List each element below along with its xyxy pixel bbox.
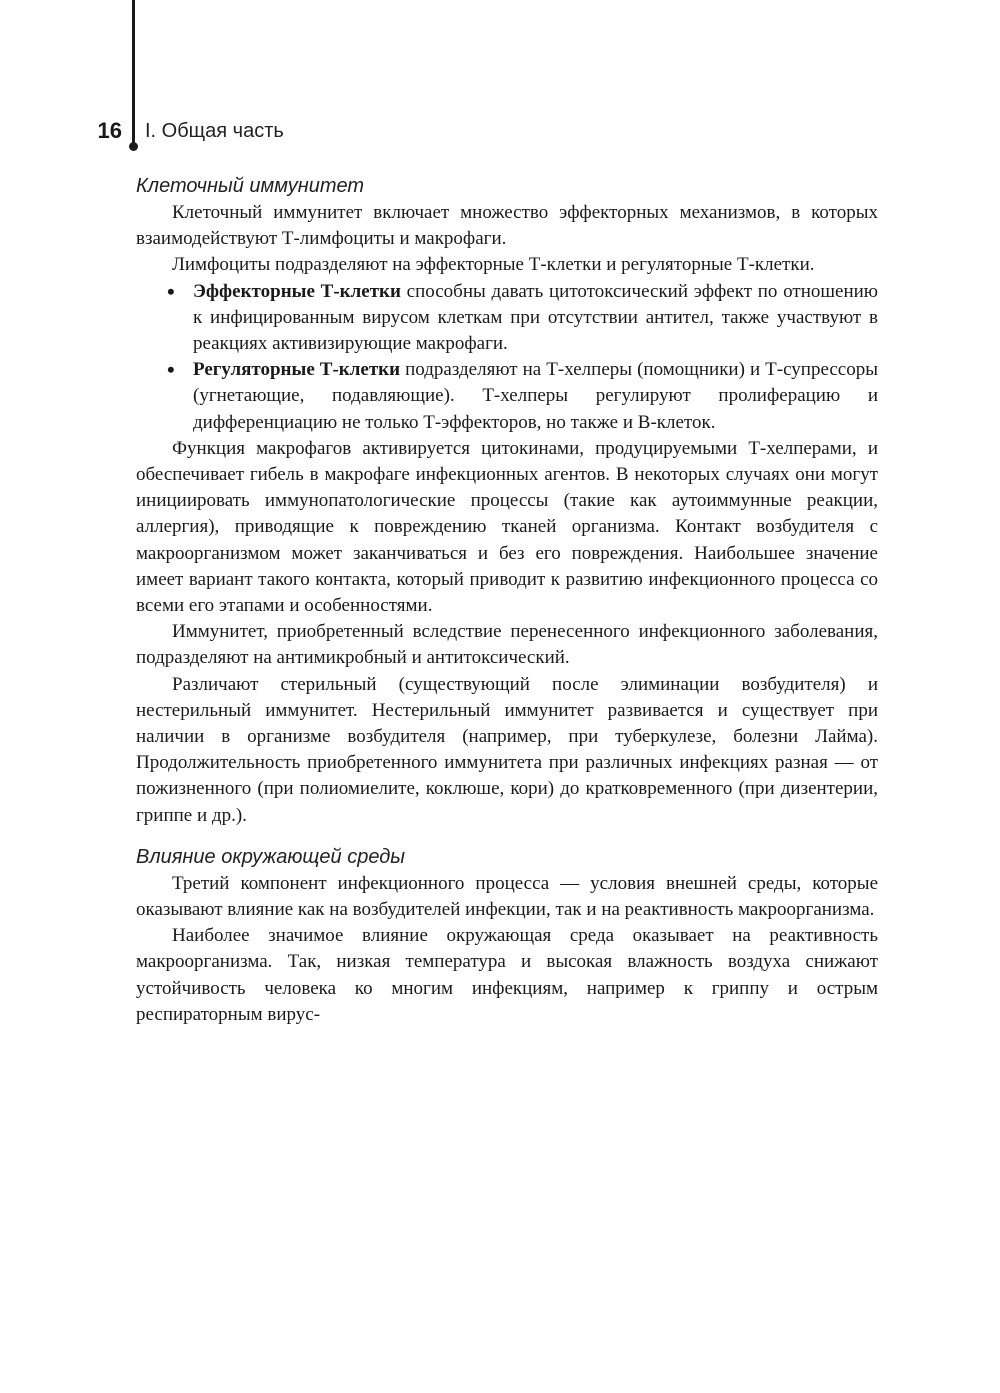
bullet-text: способны давать цитотоксический эффект по отношению к инфицированным вирусом клеткам при отсутствии антител, также участвуют в реакциях активизирующие макрофаги. — [193, 280, 878, 355]
section-cellular-immunity — [136, 172, 878, 829]
paragraph: Функция макрофагов активируется цитокинами, продуцируемыми Т-хелперами, и обеспечивает гибель в макрофаге инфекционных агентов. В некоторых случаях они могут инициировать иммунопатологические процессы (такие как аутоиммунные реакции, аллергия), приводящие к повреждению тканей организма. Контакт возбудителя с макроорганизмом может заканчиваться и без его повреждения. Наибольшее значение имеет вариант такого контакта, который приводит к развитию инфекционного процесса со всеми его этапами и особенностями. — [136, 437, 878, 617]
list-item — [193, 357, 878, 436]
list-item — [193, 279, 878, 358]
section-environment — [136, 843, 878, 1028]
running-head — [0, 116, 1000, 148]
paragraph: Клеточный иммунитет включает множество эффекторных механизмов, в которых взаимодействуют Т-лимфоциты и макрофаги. — [136, 202, 878, 250]
paragraph: Иммунитет, приобретенный вследствие перенесенного инфекционного заболевания, подразделяют на антимикробный и антитоксический. — [136, 621, 878, 669]
bullet-list — [136, 279, 878, 436]
paragraph: Наиболее значимое влияние окружающая среда оказывает на реактивность макроорганизма. Так, низкая температура и высокая влажность воздуха снижают устойчивость человека ко многим инфекциям, например к гриппу и острым респираторным вирус- — [136, 925, 878, 1025]
page-number: 16 — [97, 118, 122, 143]
section-heading: Влияние окружающей среды — [136, 845, 406, 868]
paragraph: Различают стерильный (существующий после элиминации возбудителя) и нестерильный иммунитет. Нестерильный иммунитет развивается и существует при наличии в организме возбудителя (например, при туберкулезе, болезни Лайма). Продолжительность приобретенного иммунитета при различных инфекциях разная — от пожизненного (при полиомиелите, коклюше, кори) до кратковременного (при дизентерии, гриппе и др.). — [136, 673, 878, 826]
running-head-section: I. Общая часть — [145, 120, 284, 142]
paragraph: Третий компонент инфекционного процесса — условия внешней среды, которые оказывают влияние как на возбудителей инфекции, так и на реактивность макроорганизма. — [136, 872, 878, 921]
bullet-term: Регуляторные Т-клетки — [193, 359, 401, 381]
bullet-text: подразделяют на Т-хелперы (помощники) и Т-супрессоры (угнетающие, подавляющие). Т-хелперы регулируют пролиферацию и дифференциацию не только Т-эффекторов, но также и В-клеток. — [193, 359, 879, 433]
bullet-term: Эффекторные Т-клетки — [193, 280, 401, 302]
page-content — [136, 172, 878, 1028]
section-heading: Клеточный иммунитет — [136, 175, 365, 197]
paragraph: Лимфоциты подразделяют на эффекторные Т-клетки и регуляторные Т-клетки. — [172, 254, 815, 276]
